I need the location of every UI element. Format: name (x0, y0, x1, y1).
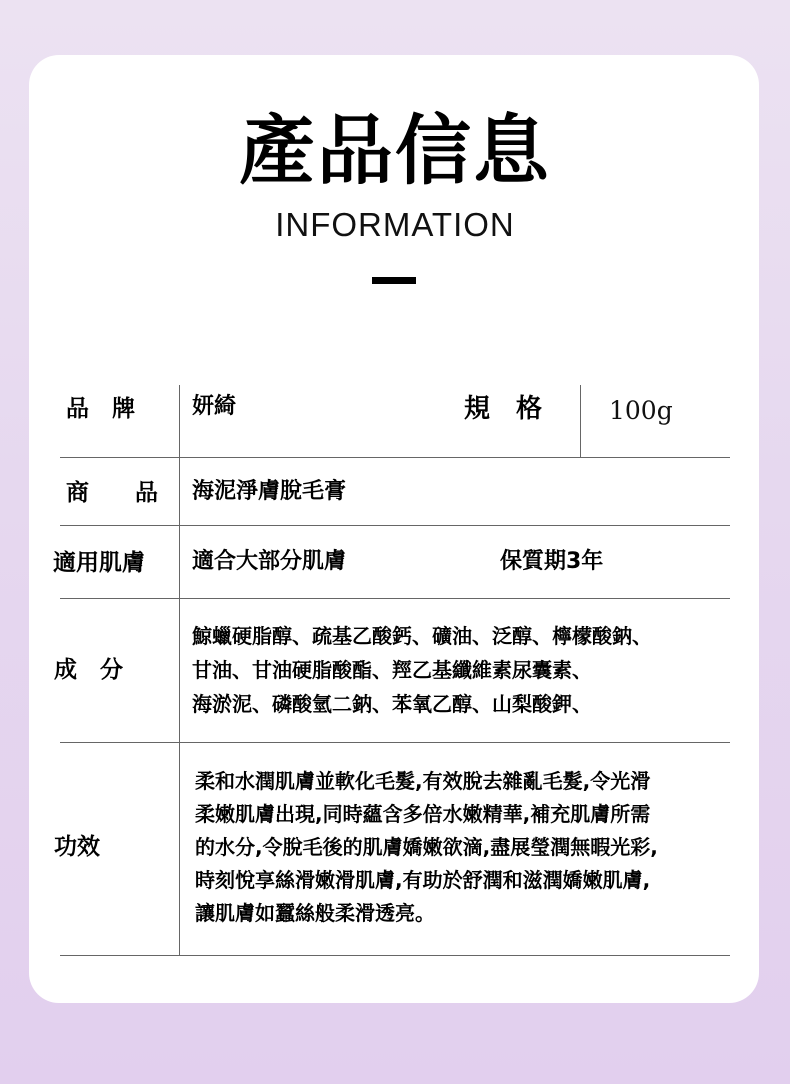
title-divider (372, 277, 416, 284)
ingredients-label: 成 分 (54, 657, 123, 683)
product-value: 海泥淨膚脫毛膏 (192, 479, 347, 504)
brand-label: 品 牌 (66, 396, 135, 422)
effect-label: 功效 (54, 834, 100, 860)
effect-line: 柔嫩肌膚出現,同時蘊含多倍水嫩精華,補充肌膚所需 (195, 802, 651, 826)
product-label: 商 品 (66, 480, 158, 506)
row-divider (60, 742, 730, 743)
spec-divider (580, 385, 581, 457)
ingredients-line: 甘油、甘油硬脂酸酯、羥乙基纖維素尿囊素、 (192, 658, 592, 682)
effect-line: 時刻悅享絲滑嫩滑肌膚,有助於舒潤和滋潤嬌嫩肌膚, (195, 868, 651, 892)
row-divider (60, 955, 730, 956)
effect-line: 的水分,令脫毛後的肌膚嬌嫩欲滴,盡展瑩潤無暇光彩, (195, 835, 658, 859)
ingredients-line: 海淤泥、磷酸氫二鈉、苯氧乙醇、山梨酸鉀、 (192, 692, 592, 716)
row-divider (60, 598, 730, 599)
effect-line: 讓肌膚如蠶絲般柔滑透亮。 (195, 901, 435, 925)
skin-label: 適用肌膚 (53, 550, 145, 576)
shelf-life-value: 保質期3年 (500, 549, 604, 574)
brand-value: 妍綺 (192, 394, 237, 419)
row-divider (60, 525, 730, 526)
table-column-divider (179, 385, 180, 955)
ingredients-line: 鯨蠟硬脂醇、疏基乙酸鈣、礦油、泛醇、檸檬酸鈉、 (192, 624, 652, 648)
skin-value: 適合大部分肌膚 (192, 549, 347, 574)
spec-label: 規 格 (464, 394, 543, 424)
effect-line: 柔和水潤肌膚並軟化毛髮,有效脫去雜亂毛髮,令光滑 (195, 769, 651, 793)
page-title: 產品信息 (239, 106, 551, 195)
spec-value: 100g (609, 396, 673, 425)
row-divider (60, 457, 730, 458)
page-subtitle: INFORMATION (275, 206, 515, 243)
